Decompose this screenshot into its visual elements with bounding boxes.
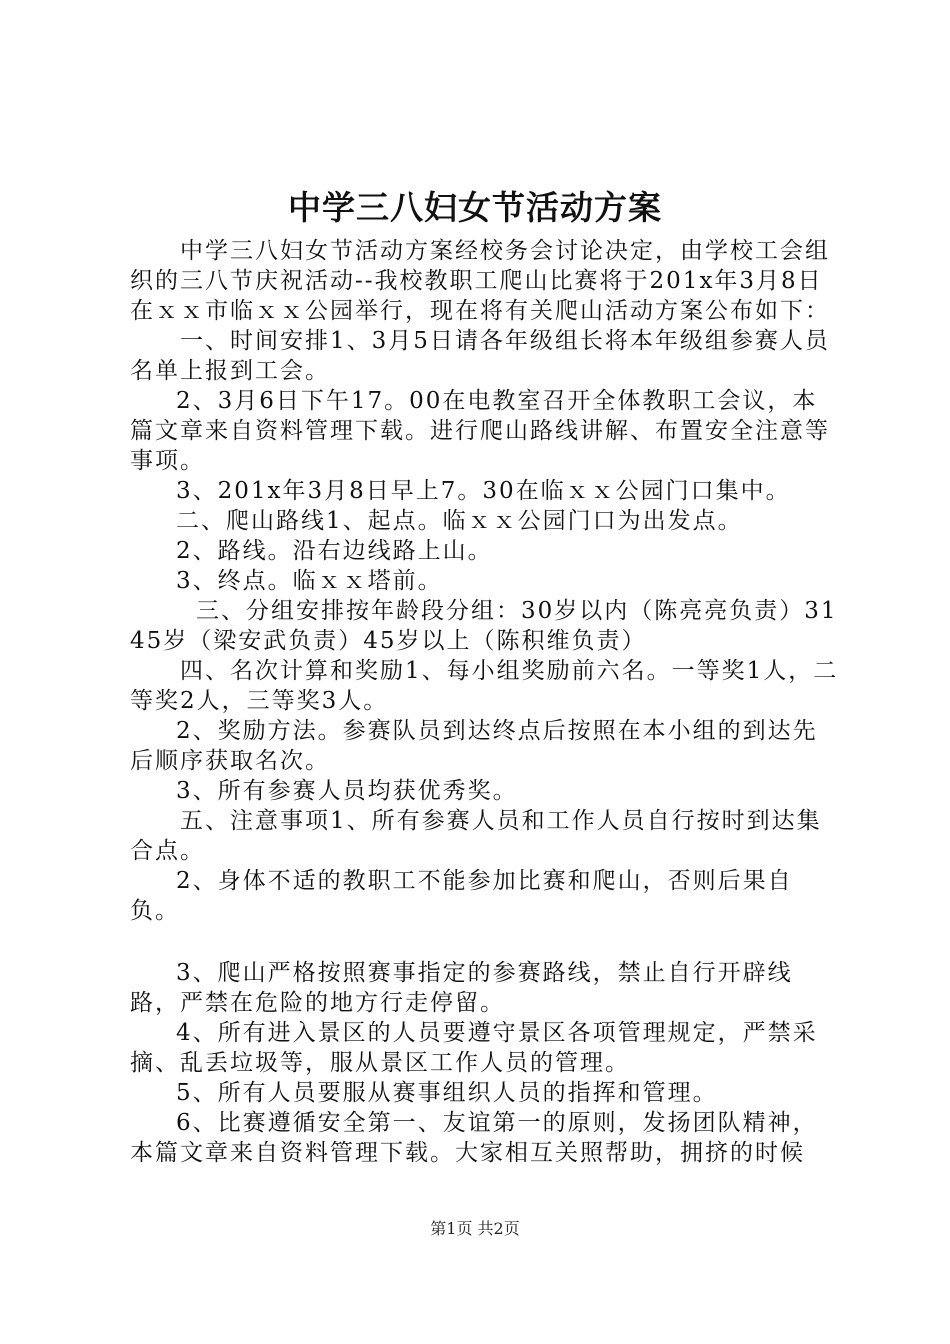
paragraph-item: 2、身体不适的教职工不能参加比赛和爬山，否则后果自负。 [130,868,793,924]
paragraph-section-5: 五、注意事项1、所有参赛人员和工作人员自行按时到达集合点。 [130,808,822,864]
paragraph-item: 3、爬山严格按照赛事指定的参赛路线，禁止自行开辟线路，严禁在危险的地方行走停留。 [130,960,793,1016]
paragraph-intro: 中学三八妇女节活动方案经校务会讨论决定，由学校工会组织的三八节庆祝活动--我校教职工爬山比赛将于201x年3月8日在ｘｘ市临ｘｘ公园举行，现在将有关爬山活动方案公布如下： [130,238,830,324]
paragraph-item: 2、奖励方法。参赛队员到达终点后按照在本小组的到达先后顺序获取名次。 [130,718,818,774]
paragraph-item: 3、201x年3月8日早上7。30在临ｘｘ公园门口集中。 [176,478,791,504]
paragraph-section-3: 三、分组安排按年龄段分组：30岁以内（陈亮亮负责）3145岁（梁安武负责）45岁以上（陈积维负责） [130,598,838,654]
paragraph-section-4: 四、名次计算和奖励1、每小组奖励前六名。一等奖1人，二等奖2人，三等奖3人。 [130,658,839,714]
page-footer: 第1页 共2页 [430,1219,520,1238]
paragraph-item: 6、比赛遵循安全第一、友谊第一的原则，发扬团队精神，本篇文章来自资料管理下载。大家相互关照帮助，拥挤的时候 [130,1110,818,1166]
paragraph-section-2: 二、爬山路线1、起点。临ｘｘ公园门口为出发点。 [176,508,743,534]
paragraph-item: 2、路线。沿右边线路上山。 [176,538,493,564]
document-title: 中学三八妇女节活动方案 [288,188,662,227]
paragraph-section-1: 一、时间安排1、3月5日请各年级组长将本年级组参赛人员名单上报到工会。 [130,328,830,384]
document-body [130,236,842,1168]
paragraph-item: 3、所有参赛人员均获优秀奖。 [176,778,518,804]
paragraph-item: 2、3月6日下午17。00在电教室召开全体教职工会议，本篇文章来自资料管理下载。进行爬山路线讲解、布置安全注意等事项。 [130,388,830,474]
paragraph-item: 4、所有进入景区的人员要遵守景区各项管理规定，严禁采摘、乱丢垃圾等，服从景区工作人员的管理。 [130,1020,818,1076]
paragraph-spacer [130,926,842,958]
paragraph-item: 3、终点。临ｘｘ塔前。 [176,568,443,594]
paragraph-item: 5、所有人员要服从赛事组织人员的指挥和管理。 [176,1080,718,1106]
